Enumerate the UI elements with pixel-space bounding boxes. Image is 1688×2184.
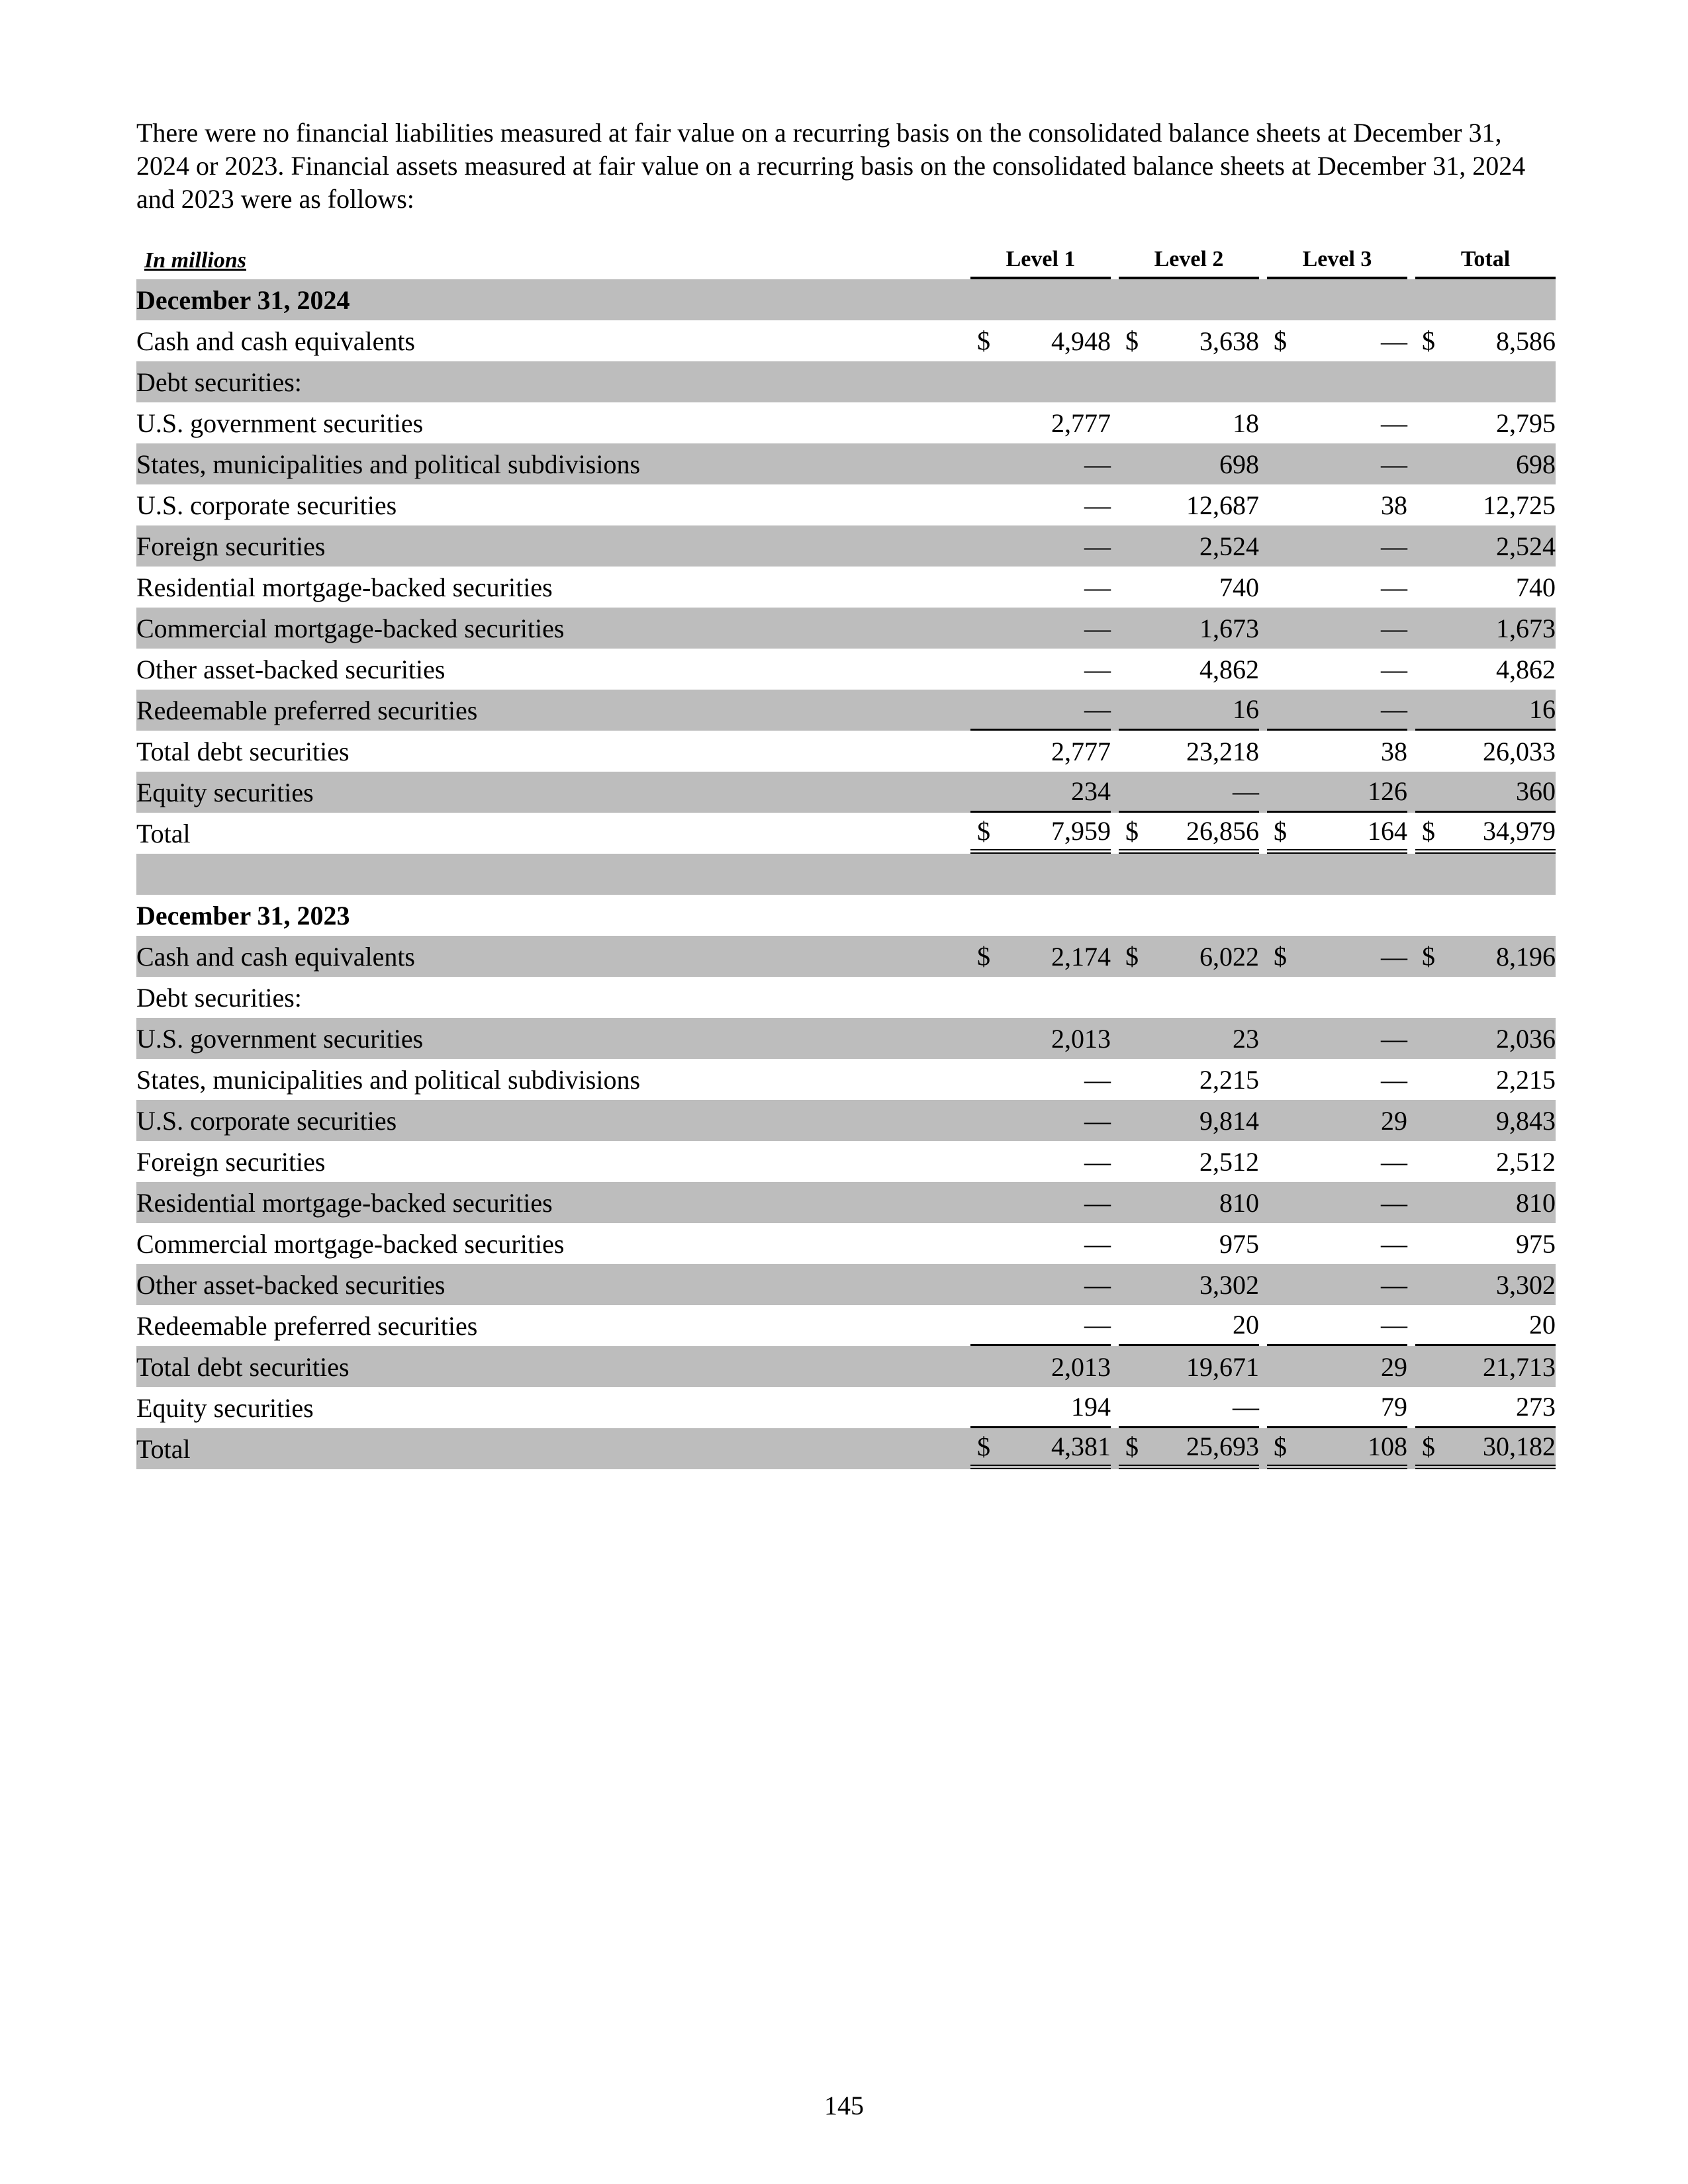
currency-symbol: $ (1125, 326, 1139, 356)
cell-level-1: $ 7,959 (970, 813, 1111, 854)
table-row (136, 402, 1556, 443)
cell-level-3: 29 (1267, 1100, 1407, 1141)
row-label: Cash and cash equivalents (136, 326, 415, 356)
table-row-total (136, 1428, 1556, 1469)
currency-symbol: $ (1274, 1432, 1287, 1461)
cell-level-3: — (1381, 1146, 1407, 1177)
row-label: Commercial mortgage-backed securities (136, 608, 970, 649)
cell-level-3: — (1381, 1064, 1407, 1095)
row-label: Foreign securities (136, 525, 970, 567)
fair-value-table (136, 242, 1556, 1469)
cell-total: 698 (1415, 443, 1556, 484)
cell-level-2: 20 (1119, 1305, 1259, 1346)
currency-symbol: $ (977, 326, 990, 356)
cell-level-1: 234 (970, 772, 1111, 813)
cell-level-3: — (1381, 1228, 1407, 1259)
cell-level-3: $ — (1274, 326, 1407, 356)
cell-total: 2,524 (1415, 525, 1556, 567)
table-row (136, 649, 1556, 690)
cell-level-2: $ 25,693 (1119, 1428, 1259, 1469)
cell-total: 3,302 (1415, 1264, 1556, 1305)
cell-level-1: — (1084, 1228, 1111, 1259)
cell-level-1: — (970, 1182, 1111, 1223)
cell-level-2: 12,687 (1186, 490, 1259, 520)
cell-total: $ 30,182 (1415, 1428, 1556, 1469)
currency-symbol: $ (977, 1432, 990, 1461)
row-label: Debt securities: (136, 982, 302, 1013)
cell-level-2: 9,814 (1119, 1100, 1259, 1141)
row-label: Redeemable preferred securities (136, 1310, 478, 1341)
cell-level-1: — (1084, 654, 1111, 684)
section-title-row (136, 895, 1556, 936)
row-label: U.S. corporate securities (136, 490, 397, 520)
table-row (136, 361, 1556, 402)
cell-level-1: — (1084, 1064, 1111, 1095)
currency-symbol: $ (1422, 941, 1435, 972)
cell-level-2: 810 (1119, 1182, 1259, 1223)
cell-level-1: 2,013 (970, 1346, 1111, 1387)
intro-paragraph: There were no financial liabilities measured at fair value on a recurring basis on the consolidated balance sheets at December 31, 2024 or 2023. Financial assets measured at fair value on a recurring basis on the consolidated balance sheets at December 31, 2024 and 2023 were as follows: (136, 118, 1526, 214)
currency-symbol: $ (1422, 816, 1435, 846)
page-number: 145 (824, 2091, 864, 2120)
cell-level-1: — (970, 690, 1111, 731)
cell-level-2: — (1119, 1387, 1259, 1428)
cell-level-1: — (1084, 490, 1111, 520)
cell-level-1: — (1084, 572, 1111, 602)
cell-level-1: 2,777 (1051, 408, 1111, 438)
cell-total: 21,713 (1415, 1346, 1556, 1387)
row-label: Other asset-backed securities (136, 654, 445, 684)
cell-level-3: 38 (1381, 736, 1407, 766)
cell-level-1: $ 2,174 (970, 936, 1111, 977)
cell-level-3: 126 (1267, 772, 1407, 813)
currency-symbol: $ (1274, 941, 1287, 972)
currency-symbol: $ (977, 941, 990, 972)
row-label: States, municipalities and political subdivisions (136, 443, 970, 484)
cell-level-3: 79 (1267, 1387, 1407, 1428)
table-row (136, 1141, 1556, 1182)
cell-level-1: 2,013 (970, 1018, 1111, 1059)
cell-level-2: 698 (1119, 443, 1259, 484)
cell-total: $ 8,586 (1422, 326, 1556, 356)
cell-level-2: 18 (1233, 408, 1259, 438)
cell-total: 4,862 (1496, 654, 1556, 684)
cell-level-3: 29 (1267, 1346, 1407, 1387)
cell-level-3: — (1381, 572, 1407, 602)
row-label: Total (136, 818, 191, 848)
currency-symbol: $ (977, 816, 990, 846)
table-row (136, 690, 1556, 731)
table-row (136, 567, 1556, 608)
cell-level-3: $ — (1267, 936, 1407, 977)
currency-symbol: $ (1274, 816, 1287, 846)
row-label: Residential mortgage-backed securities (136, 572, 553, 602)
cell-level-2: 16 (1119, 690, 1259, 731)
cell-level-1: — (970, 1264, 1111, 1305)
cell-level-1: $ 4,381 (970, 1428, 1111, 1469)
table-row (136, 443, 1556, 484)
cell-level-2: 740 (1219, 572, 1259, 602)
cell-level-3: — (1267, 608, 1407, 649)
cell-level-2: 3,302 (1119, 1264, 1259, 1305)
cell-level-3: — (1267, 443, 1407, 484)
cell-total: 273 (1415, 1387, 1556, 1428)
cell-total: $ 8,196 (1415, 936, 1556, 977)
currency-symbol: $ (1422, 326, 1435, 356)
row-label: U.S. government securities (136, 1018, 970, 1059)
cell-level-2: 975 (1219, 1228, 1259, 1259)
table-row (136, 608, 1556, 649)
cell-level-3: — (1381, 408, 1407, 438)
row-label: Redeemable preferred securities (136, 690, 970, 731)
table-row (136, 1100, 1556, 1141)
row-label: U.S. corporate securities (136, 1100, 970, 1141)
cell-total: 26,033 (1483, 736, 1556, 766)
cell-level-1: 194 (970, 1387, 1111, 1428)
cell-level-3: — (1267, 1305, 1407, 1346)
cell-total: 810 (1415, 1182, 1556, 1223)
table-row (136, 484, 1556, 525)
cell-total: 360 (1415, 772, 1556, 813)
row-label: Total debt securities (136, 736, 350, 766)
row-label: Foreign securities (136, 1146, 326, 1177)
cell-total: 16 (1415, 690, 1556, 731)
cell-level-1: — (970, 608, 1111, 649)
cell-level-3: $ 164 (1267, 813, 1407, 854)
cell-level-1: — (970, 1100, 1111, 1141)
cell-total: 20 (1415, 1305, 1556, 1346)
row-label: Equity securities (136, 1392, 314, 1423)
cell-level-1: $ 4,948 (977, 326, 1111, 356)
cell-level-1: — (970, 443, 1111, 484)
table-row (136, 1059, 1556, 1100)
row-label: Commercial mortgage-backed securities (136, 1228, 565, 1259)
table-row (136, 731, 1556, 772)
table-row (136, 1018, 1556, 1059)
cell-total: 2,512 (1496, 1146, 1556, 1177)
cell-level-2: $ 26,856 (1119, 813, 1259, 854)
section-title-row (136, 279, 1556, 320)
row-label: Debt securities: (136, 361, 970, 402)
cell-level-2: 2,215 (1199, 1064, 1259, 1095)
cell-total: 2,036 (1415, 1018, 1556, 1059)
cell-level-2: 1,673 (1119, 608, 1259, 649)
cell-total: 12,725 (1483, 490, 1556, 520)
table-row (136, 1182, 1556, 1223)
table-row (136, 525, 1556, 567)
cell-level-2: 2,512 (1199, 1146, 1259, 1177)
cell-level-2: — (1119, 772, 1259, 813)
row-label: States, municipalities and political subdivisions (136, 1064, 641, 1095)
cell-level-2: 19,671 (1119, 1346, 1259, 1387)
cell-level-3: — (1267, 690, 1407, 731)
table-row (136, 1264, 1556, 1305)
cell-level-3: — (1267, 1018, 1407, 1059)
currency-symbol: $ (1422, 1432, 1435, 1461)
table-row (136, 772, 1556, 813)
column-header-total: Total (1415, 242, 1556, 279)
cell-level-3: — (1267, 1182, 1407, 1223)
cell-level-1: — (970, 525, 1111, 567)
cell-total: 975 (1516, 1228, 1556, 1259)
cell-level-2: 4,862 (1199, 654, 1259, 684)
cell-level-3: — (1267, 525, 1407, 567)
currency-symbol: $ (1274, 326, 1287, 356)
row-label: Equity securities (136, 772, 970, 813)
section-title: December 31, 2023 (136, 900, 350, 931)
cell-level-2: $ 3,638 (1125, 326, 1259, 356)
cell-total: 2,215 (1496, 1064, 1556, 1095)
cell-total: 2,795 (1496, 408, 1556, 438)
cell-level-2: 23 (1119, 1018, 1259, 1059)
cell-level-2: 23,218 (1186, 736, 1259, 766)
currency-symbol: $ (1125, 941, 1139, 972)
row-label: Other asset-backed securities (136, 1264, 970, 1305)
cell-level-1: — (1084, 1146, 1111, 1177)
spacer-row (136, 854, 1556, 895)
cell-level-3: — (1381, 654, 1407, 684)
cell-level-3: 38 (1381, 490, 1407, 520)
table-header-row (136, 242, 1556, 279)
table-row (136, 1387, 1556, 1428)
cell-level-3: — (1267, 1264, 1407, 1305)
table-row-total (136, 813, 1556, 854)
cell-level-2: 2,524 (1119, 525, 1259, 567)
column-header-level-1: Level 1 (970, 242, 1111, 279)
cell-total: 740 (1516, 572, 1556, 602)
row-label: Total debt securities (136, 1346, 970, 1387)
table-row (136, 1346, 1556, 1387)
cell-level-1: 2,777 (1051, 736, 1111, 766)
column-header-level-2: Level 2 (1119, 242, 1259, 279)
cell-level-3: $ 108 (1267, 1428, 1407, 1469)
row-label: Total (136, 1428, 970, 1469)
unit-label: In millions (144, 248, 247, 273)
table-row (136, 1305, 1556, 1346)
table-row (136, 977, 1556, 1018)
cell-total: 9,843 (1415, 1100, 1556, 1141)
table-row (136, 936, 1556, 977)
section-title: December 31, 2024 (136, 279, 970, 320)
cell-total: $ 34,979 (1415, 813, 1556, 854)
currency-symbol: $ (1125, 816, 1139, 846)
table-row (136, 1223, 1556, 1264)
table-row (136, 320, 1556, 361)
column-header-level-3: Level 3 (1267, 242, 1407, 279)
cell-total: 1,673 (1415, 608, 1556, 649)
row-label: U.S. government securities (136, 408, 424, 438)
row-label: Cash and cash equivalents (136, 936, 970, 977)
row-label: Residential mortgage-backed securities (136, 1182, 970, 1223)
cell-level-1: — (970, 1305, 1111, 1346)
currency-symbol: $ (1125, 1432, 1139, 1461)
cell-level-2: $ 6,022 (1119, 936, 1259, 977)
